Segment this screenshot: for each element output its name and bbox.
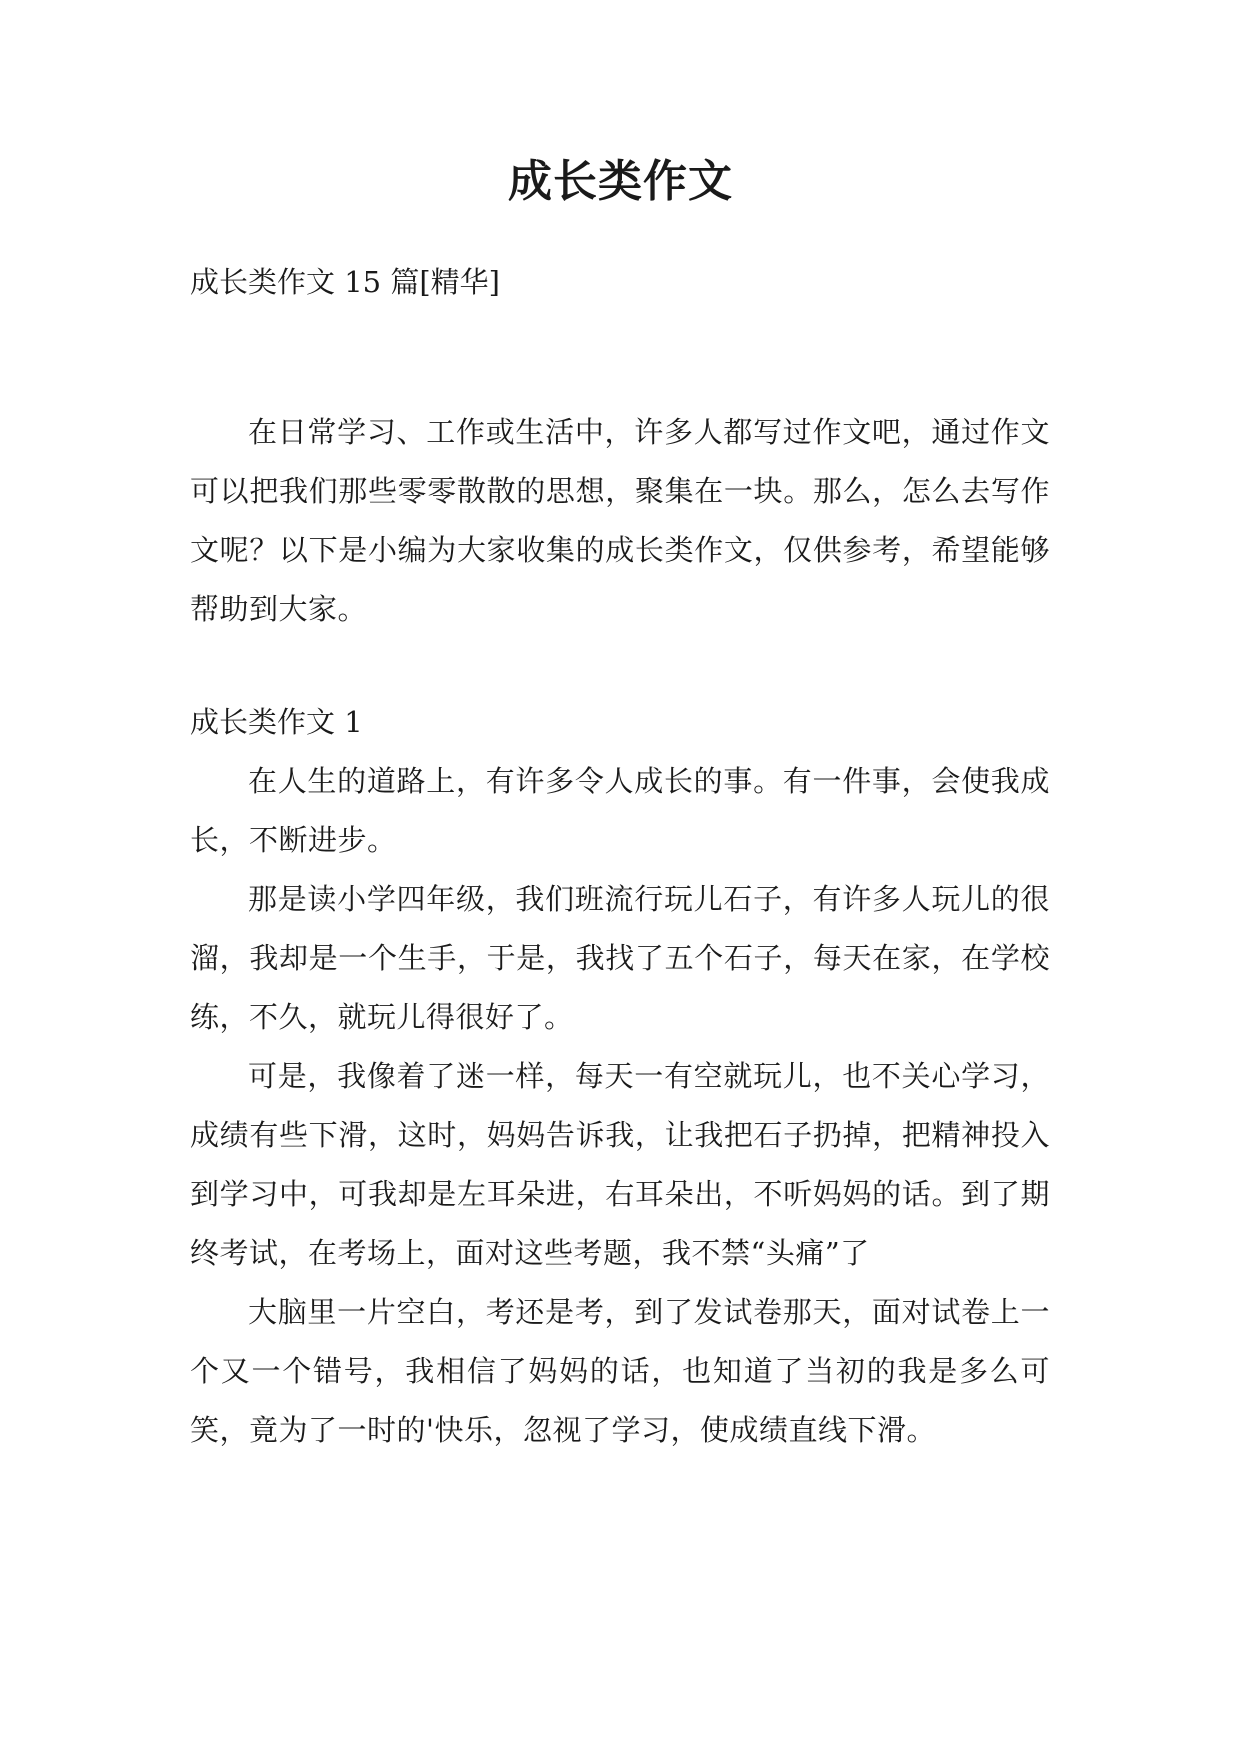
document-title: 成长类作文 (508, 156, 733, 207)
essay-body (190, 752, 1050, 1460)
essay-paragraph: 在人生的道路上，有许多令人成长的事。有一件事，会使我成长，不断进步。 (190, 764, 1050, 857)
intro-block (190, 403, 1050, 639)
essay-paragraph: 大脑里一片空白，考还是考，到了发试卷那天，面对试卷上一个又一个错号，我相信了妈妈的话，也知道了当初的我是多么可笑，竟为了一时的'快乐，忽视了学习，使成绩直线下滑。 (190, 1295, 1050, 1447)
intro-paragraph: 在日常学习、工作或生活中，许多人都写过作文吧，通过作文可以把我们那些零零散散的思想，聚集在一块。那么，怎么去写作文呢？以下是小编为大家收集的成长类作文，仅供参考，希望能够帮助到大家。 (190, 415, 1050, 626)
essay-paragraph: 可是，我像着了迷一样，每天一有空就玩儿，也不关心学习，成绩有些下滑，这时，妈妈告诉我，让我把石子扔掉，把精神投入到学习中，可我却是左耳朵进，右耳朵出，不听妈妈的话。到了期终考试，在考场上，面对这些考题，我不禁“头痛”了 (190, 1059, 1050, 1270)
essay-paragraph: 那是读小学四年级，我们班流行玩儿石子，有许多人玩儿的很溜，我却是一个生手，于是，我找了五个石子，每天在家，在学校练，不久，就玩儿得很好了。 (190, 882, 1050, 1034)
section-title: 成长类作文 1 (190, 705, 363, 739)
document-subtitle: 成长类作文 15 篇[精华] (190, 265, 500, 299)
